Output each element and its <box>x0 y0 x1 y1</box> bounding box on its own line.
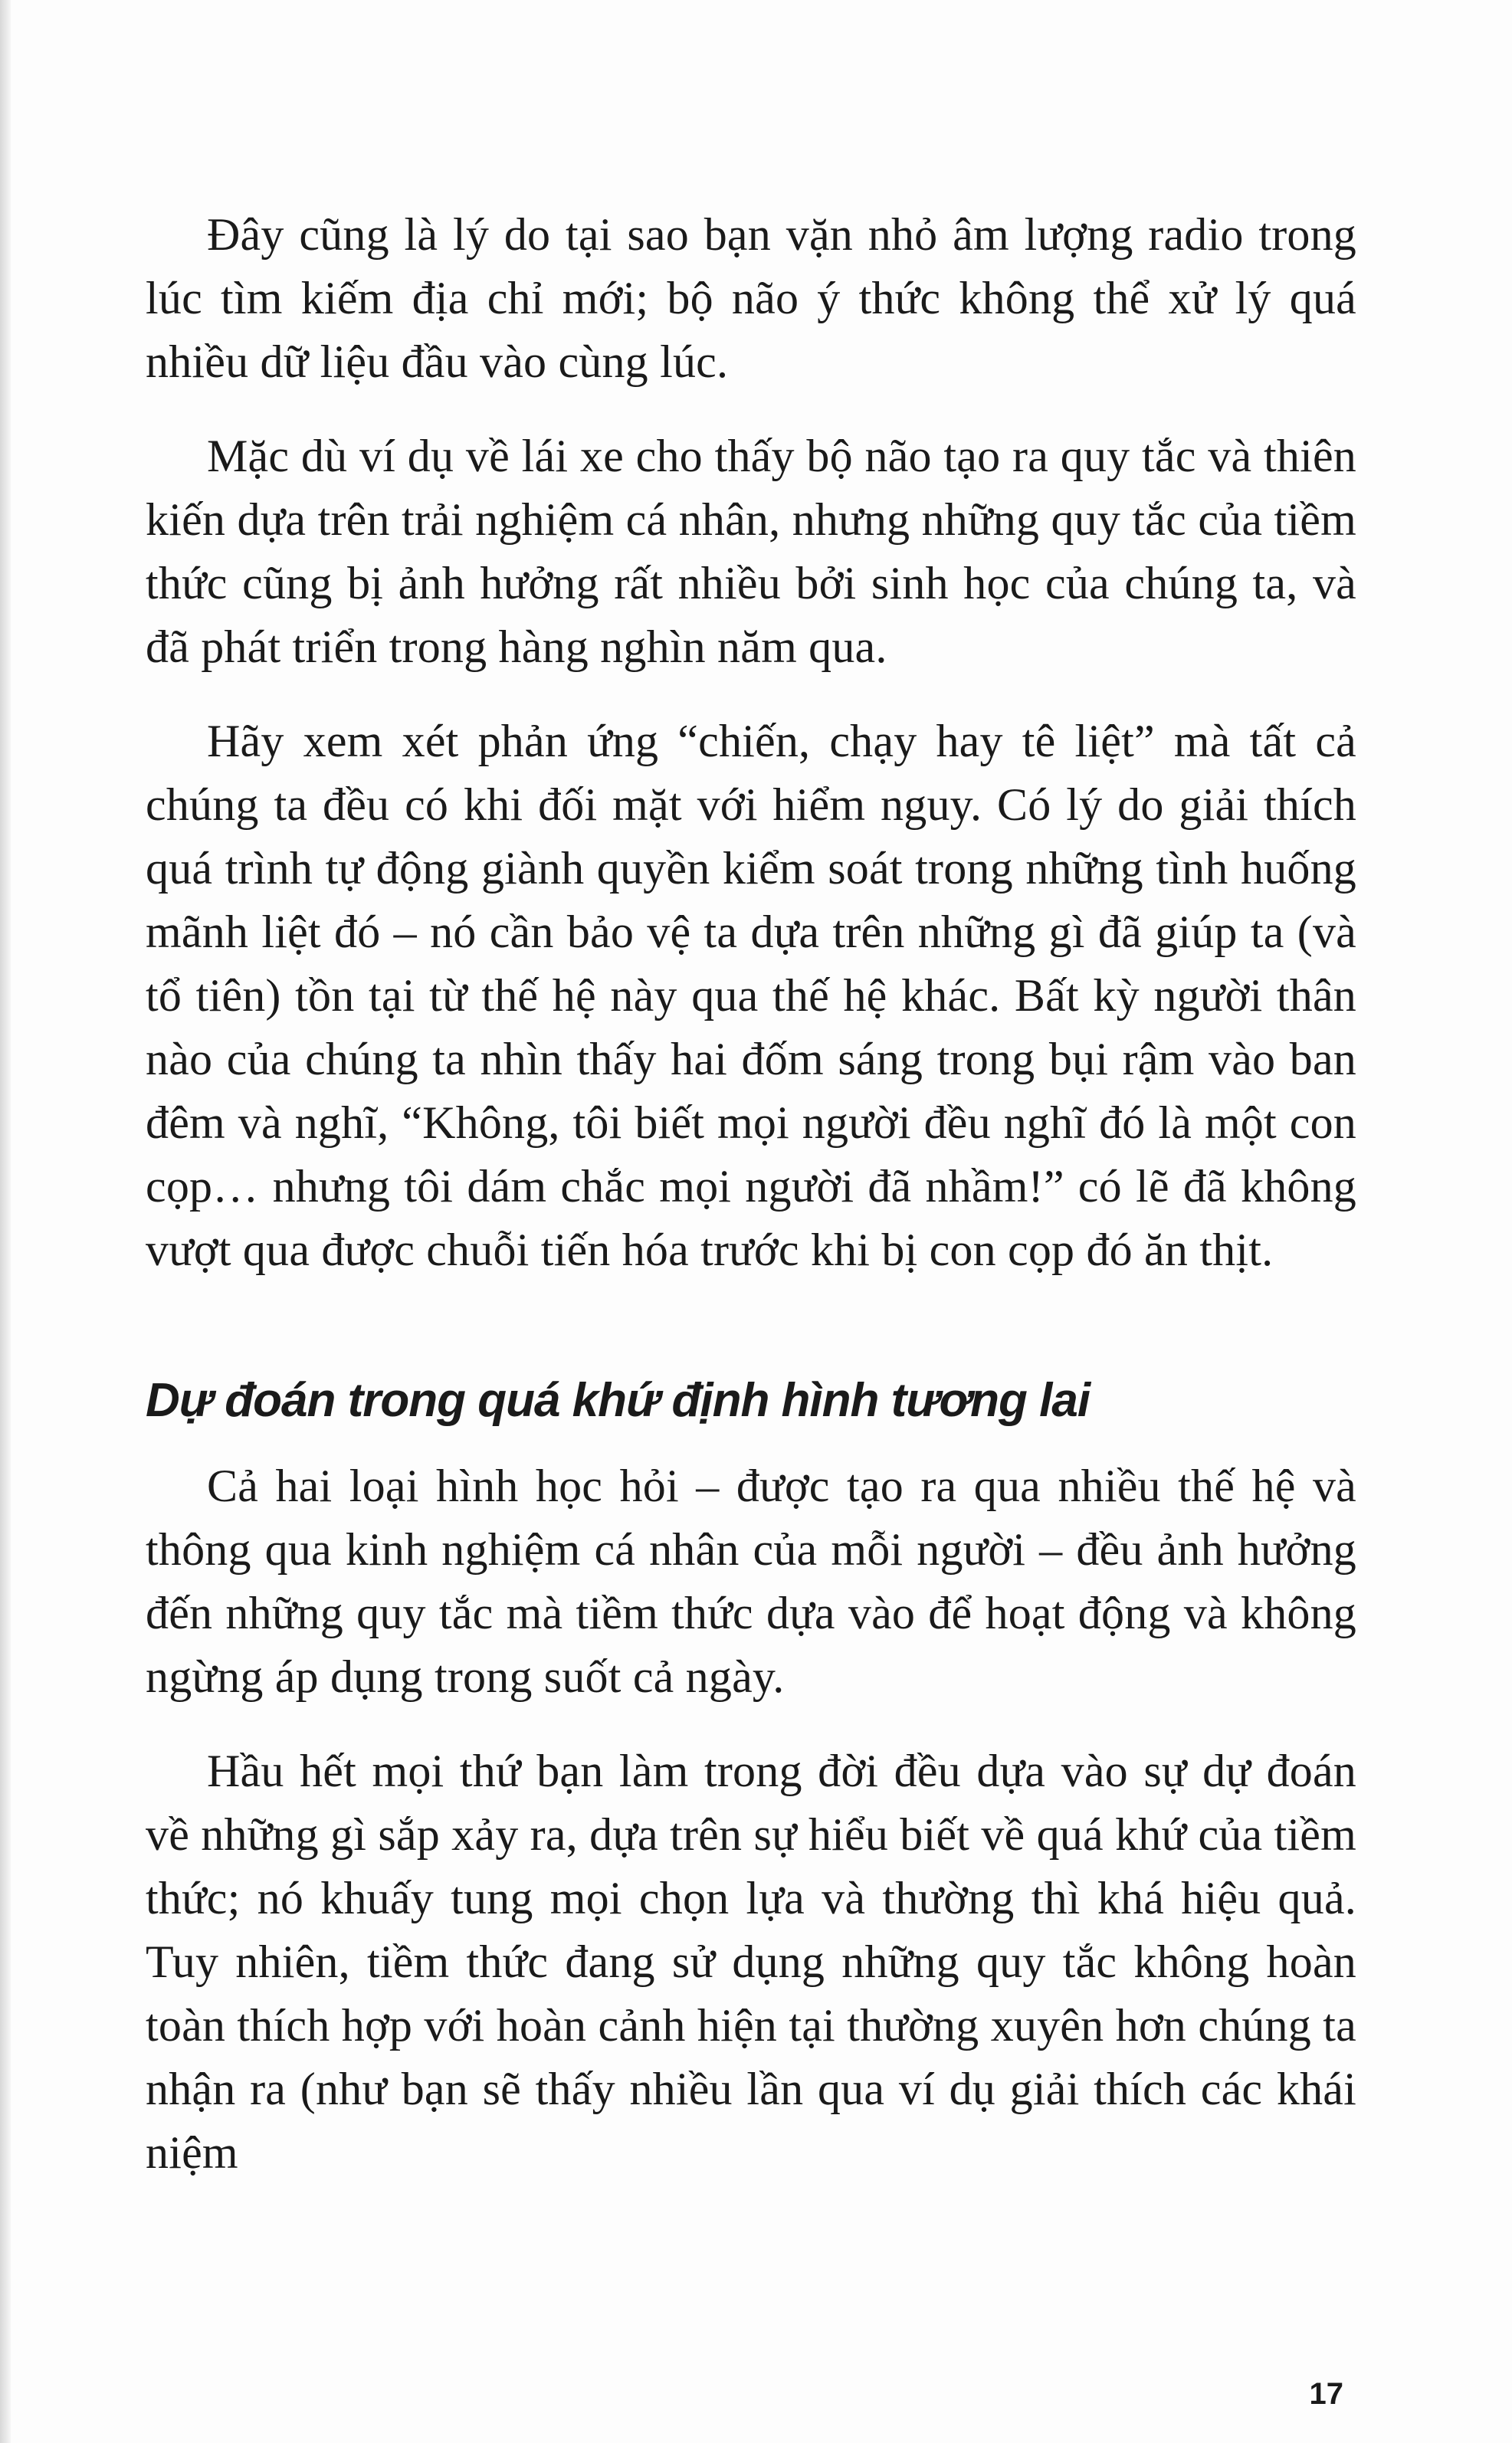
page-text <box>146 203 1356 2215</box>
page-binding-edge <box>0 0 11 2443</box>
paragraph-1: Đây cũng là lý do tại sao bạn vặn nhỏ âm lượng radio trong lúc tìm kiếm địa chỉ mới; bộ não ý thức không thể xử lý quá nhiều dữ liệu đầu vào cùng lúc. <box>146 209 1356 387</box>
paragraph-3: Hãy xem xét phản ứng “chiến, chạy hay tê liệt” mà tất cả chúng ta đều có khi đối mặt với hiểm nguy. Có lý do giải thích quá trình tự động giành quyền kiểm soát trong những tình huống mãnh liệt đó – nó cần bảo vệ ta dựa trên những gì đã giúp ta (và tổ tiên) tồn tại từ thế hệ này qua thế hệ khác. Bất kỳ người thân nào của chúng ta nhìn thấy hai đốm sáng trong bụi rậm vào ban đêm và nghĩ, “Không, tôi biết mọi người đều nghĩ đó là một con cọp… nhưng tôi dám chắc mọi người đã nhầm!” có lẽ đã không vượt qua được chuỗi tiến hóa trước khi bị con cọp đó ăn thịt. <box>146 716 1356 1275</box>
section-paragraph-2: Hầu hết mọi thứ bạn làm trong đời đều dựa vào sự dự đoán về những gì sắp xảy ra, dựa trên sự hiểu biết về quá khứ của tiềm thức; nó khuấy tung mọi chọn lựa và thường thì khá hiệu quả. Tuy nhiên, tiềm thức đang sử dụng những quy tắc không hoàn toàn thích hợp với hoàn cảnh hiện tại thường xuyên hơn chúng ta nhận ra (như bạn sẽ thấy nhiều lần qua ví dụ giải thích các khái niệm <box>146 1746 1356 2178</box>
paragraph-2: Mặc dù ví dụ về lái xe cho thấy bộ não tạo ra quy tắc và thiên kiến dựa trên trải nghiệm cá nhân, nhưng những quy tắc của tiềm thức cũng bị ảnh hưởng rất nhiều bởi sinh học của chúng ta, và đã phát triển trong hàng nghìn năm qua. <box>146 431 1356 672</box>
section-heading: Dự đoán trong quá khứ định hình tương lai <box>146 1374 1091 1427</box>
section-paragraph-1: Cả hai loại hình học hỏi – được tạo ra qua nhiều thế hệ và thông qua kinh nghiệm cá nhân của mỗi người – đều ảnh hưởng đến những quy tắc mà tiềm thức dựa vào để hoạt động và không ngừng áp dụng trong suốt cả ngày. <box>146 1461 1356 1702</box>
page-number: 17 <box>1309 2377 1343 2411</box>
